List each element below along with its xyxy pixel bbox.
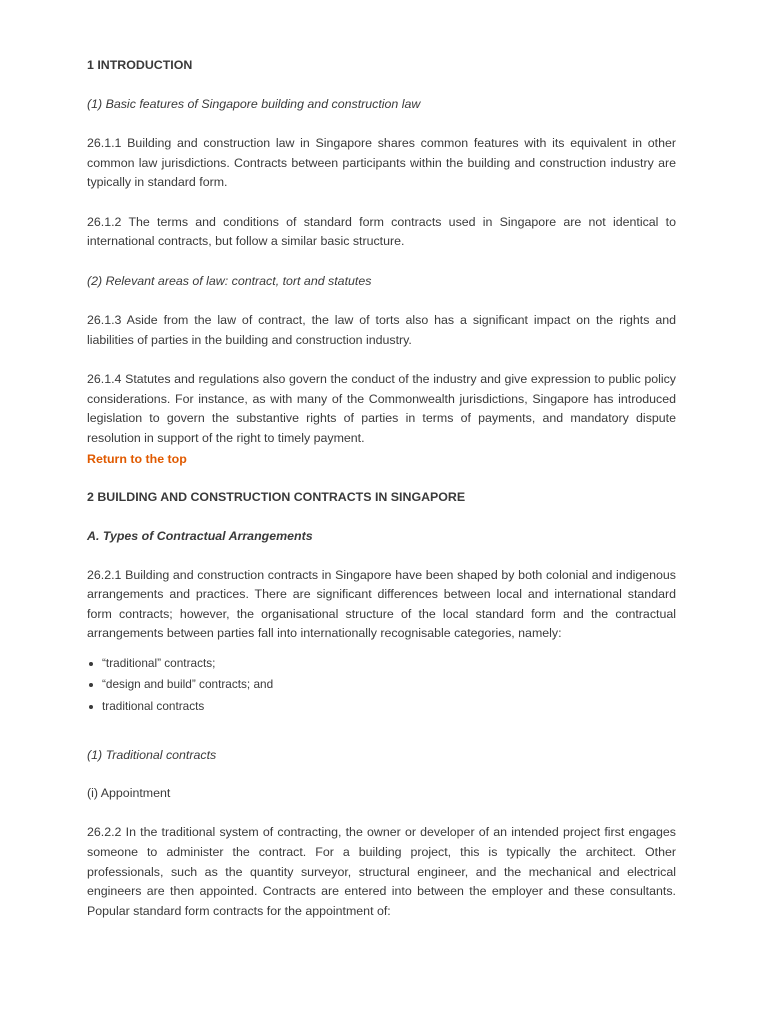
subheading-appointment: (i) Appointment (87, 786, 171, 801)
document-body (87, 56, 676, 921)
contract-types-list (87, 653, 676, 718)
list-item: “design and build” contracts; and (102, 674, 676, 696)
list-item: “traditional” contracts; (102, 653, 676, 675)
subheading-relevant-areas: (2) Relevant areas of law: contract, tort and statutes (87, 273, 372, 288)
paragraph-26-1-4: 26.1.4 Statutes and regulations also govern the conduct of the industry and give expression to public policy considerations. For instance, as with many of the Commonwealth jurisdictions, Singapore has introduced legislation to govern the substantive rights of parties in terms of payments, and mandatory dispute resolution in support of the right to timely payment. (87, 372, 676, 445)
paragraph-26-2-2: 26.2.2 In the traditional system of contracting, the owner or developer of an intended project first engages someone to administer the contract. For a building project, this is typically the architect. Other professionals, such as the quantity surveyor, structural engineer, and the mechanical and electrical engineers are then appointed. Contracts are entered into between the employer and these consultants. Popular standard form contracts for the appointment of: (87, 825, 676, 918)
subheading-types-of-arrangements: A. Types of Contractual Arrangements (87, 528, 313, 543)
return-to-top-link[interactable]: Return to the top (87, 451, 187, 466)
subheading-basic-features: (1) Basic features of Singapore building and construction law (87, 97, 421, 111)
paragraph-26-1-3: 26.1.3 Aside from the law of contract, the law of torts also has a significant impact on the rights and liabilities of parties in the building and construction industry. (87, 312, 676, 347)
list-item: traditional contracts (102, 696, 676, 718)
paragraph-26-1-1: 26.1.1 Building and construction law in Singapore shares common features with its equivalent in other common law jurisdictions. Contracts between participants within the building and construction industry are typically in standard form. (87, 136, 676, 190)
subheading-traditional-contracts: (1) Traditional contracts (87, 748, 217, 763)
paragraph-26-1-2: 26.1.2 The terms and conditions of standard form contracts used in Singapore are not identical to international contracts, but follow a similar basic structure. (87, 214, 676, 249)
section-heading-introduction: 1 INTRODUCTION (87, 58, 193, 72)
paragraph-26-2-1: 26.2.1 Building and construction contracts in Singapore have been shaped by both colonial and indigenous arrangements and practices. There are significant differences between local and international standard form contracts; however, the organisational structure of the local standard form and the contractual arrangements between parties fall into internationally recognisable categories, namely: (87, 567, 676, 641)
section-heading-contracts: 2 BUILDING AND CONSTRUCTION CONTRACTS IN SINGAPORE (87, 489, 466, 504)
